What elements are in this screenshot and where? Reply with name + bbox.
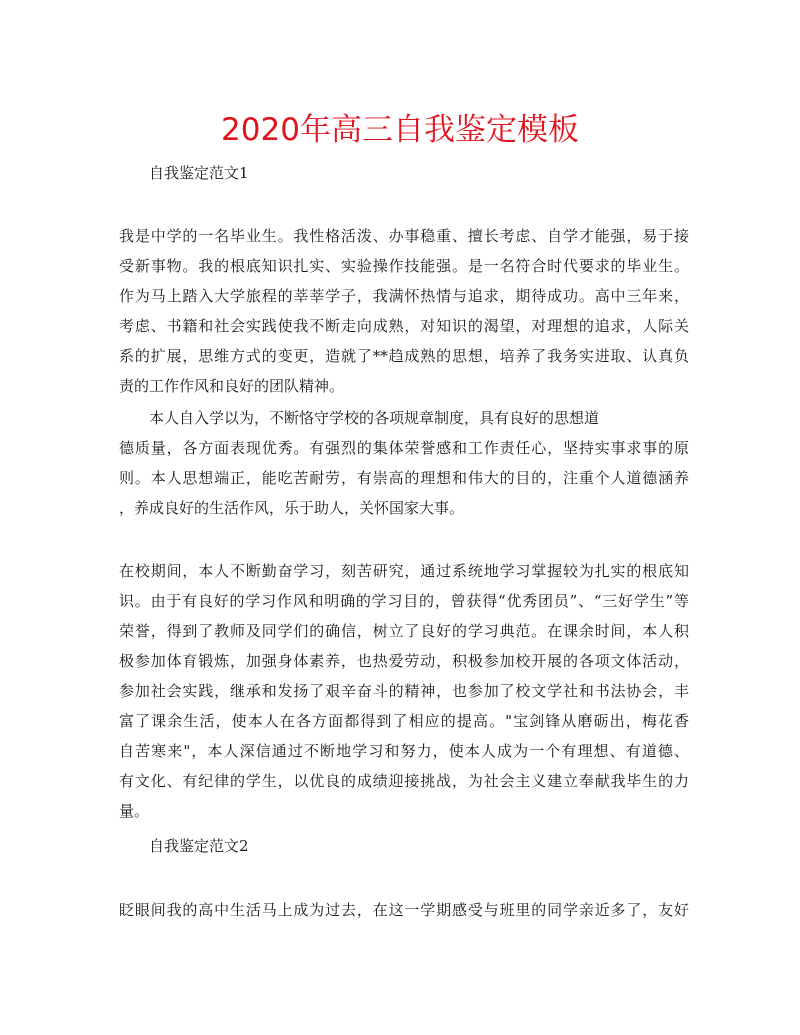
text-line: 受新事物。我的根底知识扎实、实验操作技能强。是一名符合时代要求的毕业生。 [119,257,689,275]
document-title: 2020年高三自我鉴定模板 [221,112,579,148]
text-line: 富了课余生活，使本人在各方面都得到了相应的提高。"宝剑锋从磨砺出，梅花香 [119,712,689,730]
text-line: ，养成良好的生活作风，乐于助人，关怀国家大事。 [119,499,465,517]
text-line: 德质量，各方面表现优秀。有强烈的集体荣誉感和工作责任心，坚持实事求事的原 [119,439,689,457]
text-line: 在校期间，本人不断勤奋学习，刻苦研究，通过系统地学习掌握较为扎实的根底知 [119,562,689,580]
text-line: 极参加体育锻炼，加强身体素养，也热爱劳动，积极参加校开展的各项文体活动， [119,652,689,670]
text-line: 有文化、有纪律的学生，以优良的成绩迎接挑战，为社会主义建立奉献我毕生的力 [119,772,689,790]
text-line: 识。由于有良好的学习作风和明确的学习目的，曾获得“优秀团员”、“三好学生”等 [119,592,689,610]
text-line: 责的工作作风和良好的团队精神。 [119,377,345,395]
text-line: 本人自入学以为，不断恪守学校的各项规章制度，具有良好的思想道 [149,409,600,427]
text-line: 眨眼间我的高中生活马上成为过去，在这一学期感受与班里的同学亲近多了，友好 [119,901,689,919]
text-line: 我是中学的一名毕业生。我性格活泼、办事稳重、擅长考虑、自学才能强，易于接 [119,227,689,245]
text-line: 荣誉，得到了教师及同学们的确信，树立了良好的学习典范。在课余时间，本人积 [119,622,689,640]
text-line: 参加社会实践，继承和发扬了艰辛奋斗的精神，也参加了校文学社和书法协会，丰 [119,682,689,700]
text-line: 则。本人思想端正，能吃苦耐劳，有崇高的理想和伟大的目的，注重个人道德涵养 [119,469,689,487]
section-heading-1: 自我鉴定范文1 [149,164,249,182]
text-line: 系的扩展，思维方式的变更，造就了**趋成熟的思想，培养了我务实进取、认真负 [119,347,689,365]
text-line: 作为马上踏入大学旅程的莘莘学子，我满怀热情与追求，期待成功。高中三年来， [119,287,689,305]
text-line: 量。 [119,802,150,820]
section-heading-2: 自我鉴定范文2 [149,837,249,855]
text-line: 自苦寒来"，本人深信通过不断地学习和努力，使本人成为一个有理想、有道德、 [119,742,689,760]
text-line: 考虑、书籍和社会实践使我不断走向成熟，对知识的渴望，对理想的追求，人际关 [119,317,689,335]
